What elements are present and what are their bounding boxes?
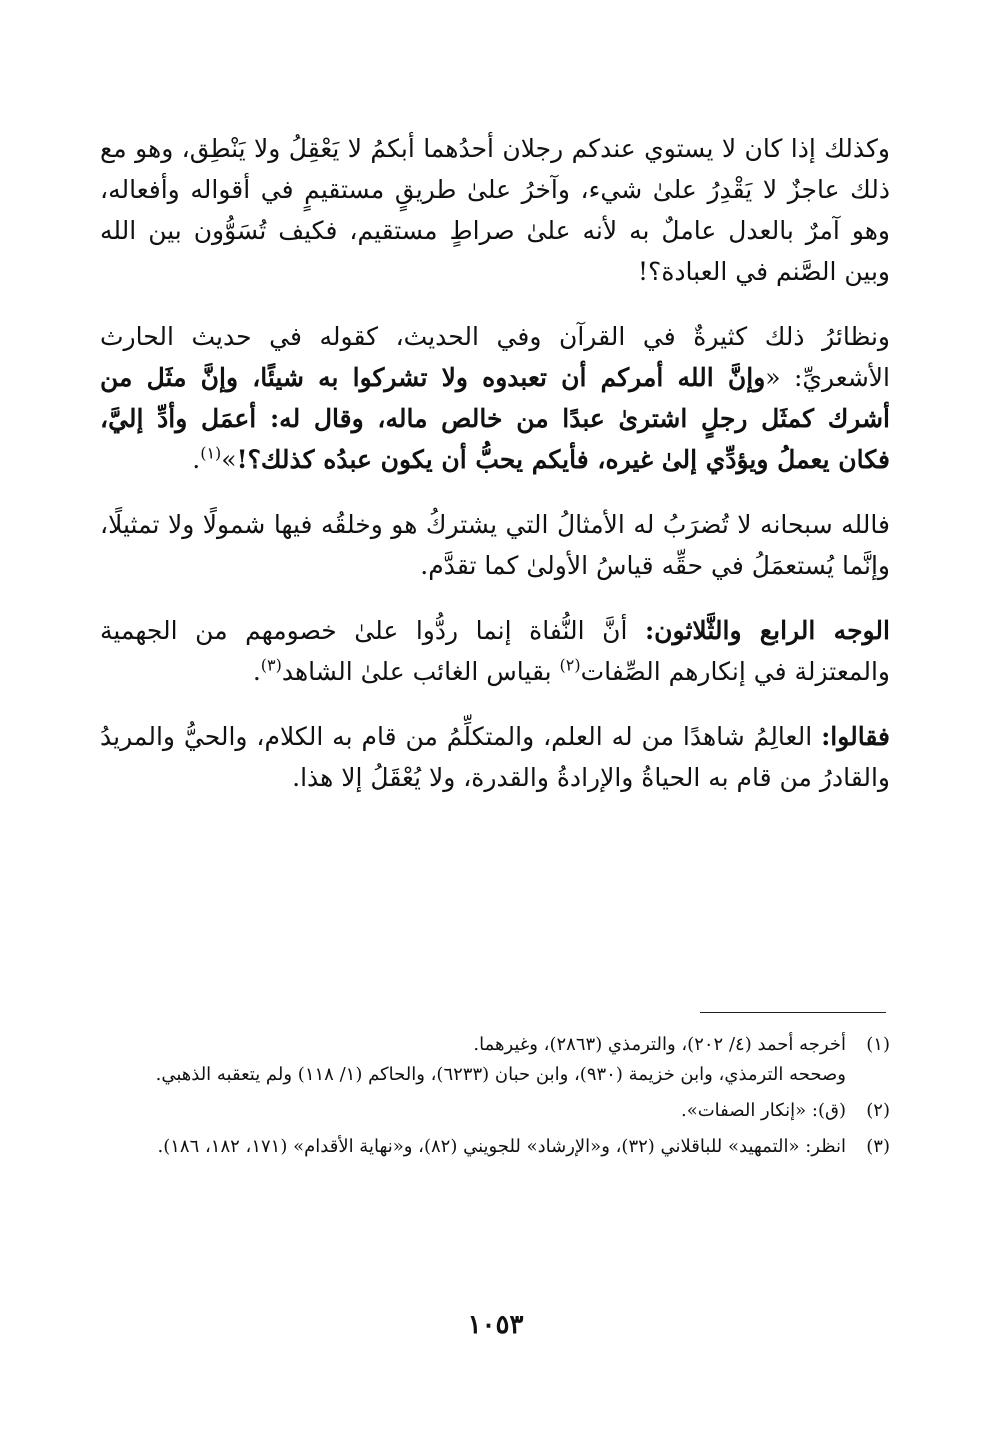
paragraph-4-end: . xyxy=(252,657,261,686)
footnote-3-body xyxy=(100,1132,846,1162)
footnote-3-line-1: انظر: «التمهيد» للباقلاني (٣٢)، و«الإرشاد» للجويني (٨٢)، و«نهاية الأقدام» (١٧١، ١٨٢، ١٨٦). xyxy=(157,1136,846,1157)
paragraph-1 xyxy=(100,128,890,292)
paragraph-2 xyxy=(100,316,890,480)
paragraph-4-middle: بقياس الغائب علىٰ الشاهد xyxy=(281,657,560,686)
footnote-1 xyxy=(100,1030,890,1090)
hadith-quote: وإنَّ الله أمركم أن تعبدوه ولا تشركوا به شيئًا، وإنَّ مثَل من أشرك كمثَل رجلٍ اشترىٰ عبدًا من خالص ماله، وقال له: أعمَل وأدِّ إليَّ، فكان يعملُ ويؤدِّي إلىٰ غيره، فأيكم يحبُّ أن يكون عبدُه كذلك؟! xyxy=(100,363,890,474)
paragraph-3 xyxy=(100,504,890,586)
footnote-1-number: (١) xyxy=(866,1034,890,1055)
footnote-ref-1[interactable]: (١) xyxy=(200,443,222,463)
paragraph-2-end: . xyxy=(192,445,201,474)
paragraph-4-text: أنَّ النُّفاة إنما ردُّوا علىٰ خصومهم من الجهمية والمعتزلة في إنكارهم الصِّفات xyxy=(100,616,890,686)
paragraph-3-text: فالله سبحانه لا تُضرَبُ له الأمثالُ التي يشتركُ هو وخلقُه فيها شمولًا ولا تمثيلًا، وإنَّما يُستعمَلُ في حقِّه قياسُ الأولىٰ كما تقدَّم. xyxy=(100,510,890,580)
footnote-ref-2[interactable]: (٢) xyxy=(559,655,581,675)
footnote-2-line-1: (ق): «إنكار الصفات». xyxy=(680,1100,846,1121)
footnote-1-line-2: وصححه الترمذي، وابن خزيمة (٩٣٠)، وابن حبان (٦٢٣٣)، والحاكم (١/ ١١٨) ولم يتعقبه الذهبي. xyxy=(155,1064,846,1085)
footnote-1-body xyxy=(100,1030,846,1090)
footnote-2-body xyxy=(100,1096,846,1126)
footnote-1-line-1: أخرجه أحمد (٤/ ٢٠٢)، والترمذي (٢٨٦٣)، وغيرهما. xyxy=(473,1034,846,1055)
footnote-2 xyxy=(100,1096,890,1126)
footnote-2-number: (٢) xyxy=(866,1100,890,1121)
paragraph-1-text: وكذلك إذا كان لا يستوي عندكم رجلان أحدُهما أبكمُ لا يَعْقِلُ ولا يَنْطِق، وهو مع ذلك عاجزٌ لا يَقْدِرُ علىٰ شيء، وآخرُ علىٰ طريقٍ مستقيمٍ في أقواله وأفعاله، وهو آمرٌ بالعدل عاملٌ به لأنه علىٰ صراطٍ مستقيم، فكيف تُسَوُّون بين الله وبين الصَّنم في العبادة؟! xyxy=(100,134,890,286)
paragraph-5-lead: فقالوا: xyxy=(821,722,890,751)
main-text-block xyxy=(100,128,890,822)
quote-close-mark: » xyxy=(221,445,237,474)
paragraph-5-text: العالِمُ شاهدًا من له العلم، والمتكلِّمُ من قام به الكلام، والحيُّ والمريدُ والقادرُ من قام به الحياةُ والإرادةُ والقدرة، ولا يُعْقَلُ إلا هذا. xyxy=(100,722,890,792)
footnote-3 xyxy=(100,1132,890,1162)
footnote-ref-3[interactable]: (٣) xyxy=(260,655,282,675)
footnote-3-number: (٣) xyxy=(866,1136,890,1157)
paragraph-2-intro: ونظائرُ ذلك كثيرةٌ في القرآن وفي الحديث، كقوله في حديث الحارث الأشعريِّ: « xyxy=(100,322,890,392)
section-heading: الوجه الرابع والثَّلاثون: xyxy=(644,616,890,645)
footnote-divider xyxy=(700,1012,886,1013)
page-number: ١٠٥٣ xyxy=(467,1310,524,1340)
footnotes-section xyxy=(100,1030,890,1168)
paragraph-4 xyxy=(100,610,890,692)
paragraph-5 xyxy=(100,716,890,798)
